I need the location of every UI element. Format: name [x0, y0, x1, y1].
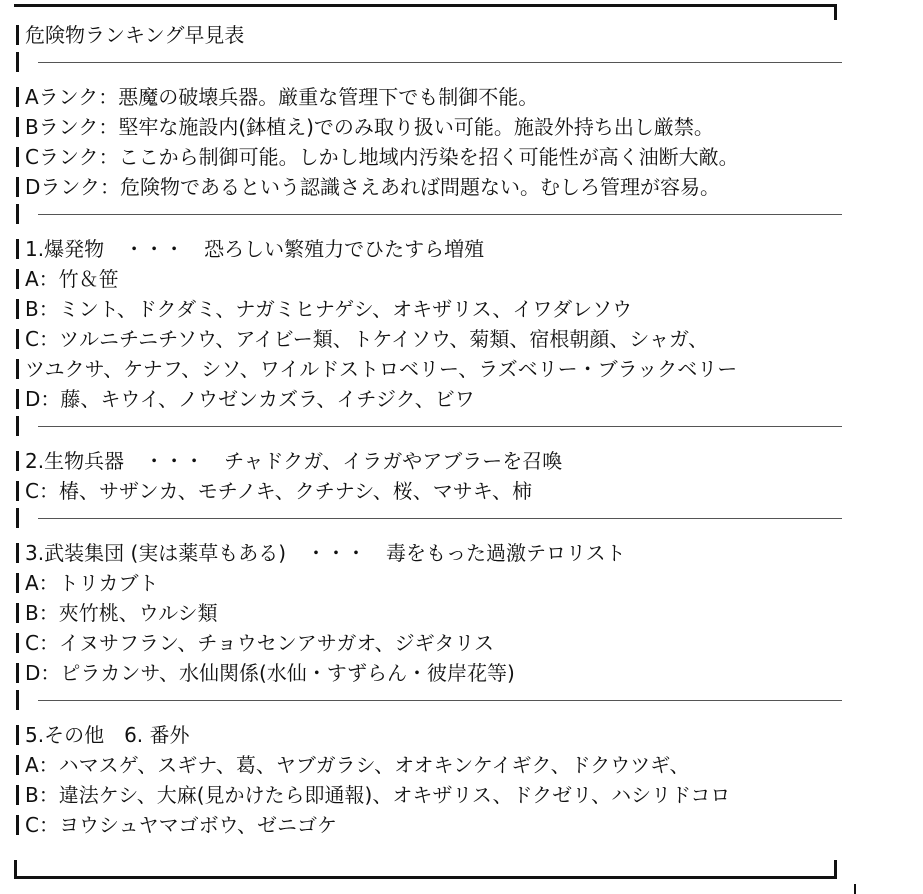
list-item: C：イヌサフラン、チョウセンアサガオ、ジギタリス — [16, 628, 923, 658]
frame-top-right-corner — [834, 4, 837, 20]
list-item: D：ピラカンサ、水仙関係(水仙・すずらん・彼岸花等) — [16, 658, 923, 688]
list-item: A：トリカブト — [16, 568, 923, 598]
frame-bottom-border — [14, 876, 837, 879]
section-heading: 5.その他 6. 番外 — [16, 720, 923, 750]
list-item: D：藤、キウイ、ノウゼンカズラ、イチジク、ビワ — [16, 384, 923, 414]
frame-bottom-right-corner — [834, 860, 837, 879]
rank-a-description: Aランク：悪魔の破壊兵器。厳重な管理下でも制御不能。 — [16, 82, 923, 112]
section-armed-groups — [16, 530, 923, 688]
rank-legend — [16, 74, 923, 202]
section-divider — [16, 202, 923, 226]
section-divider — [16, 414, 923, 438]
rank-c-description: Cランク：ここから制御可能。しかし地域内汚染を招く可能性が高く油断大敵。 — [16, 142, 923, 172]
section-other — [16, 712, 923, 840]
list-item: C：ヨウシュヤマゴボウ、ゼニゴケ — [16, 810, 923, 840]
list-item: A：竹＆笹 — [16, 264, 923, 294]
ranking-document — [16, 20, 923, 840]
section-divider — [16, 688, 923, 712]
rank-b-description: Bランク：堅牢な施設内(鉢植え)でのみ取り扱い可能。施設外持ち出し厳禁。 — [16, 112, 923, 142]
section-heading: 1.爆発物 ・・・ 恐ろしい繁殖力でひたすら増殖 — [16, 234, 923, 264]
list-item: B：ミント、ドクダミ、ナガミヒナゲシ、オキザリス、イワダレソウ — [16, 294, 923, 324]
list-item: C：ツルニチニチソウ、アイビー類、トケイソウ、菊類、宿根朝顔、シャガ、 — [16, 324, 923, 354]
list-item: B：違法ケシ、大麻(見かけたら即通報)、オキザリス、ドクゼリ、ハシリドコロ — [16, 780, 923, 810]
section-divider — [16, 50, 923, 74]
list-item: A：ハマスゲ、スギナ、葛、ヤブガラシ、オオキンケイギク、ドクウツギ、 — [16, 750, 923, 780]
list-item: ツユクサ、ケナフ、シソ、ワイルドストロベリー、ラズベリー・ブラックベリー — [16, 354, 923, 384]
section-biological-weapons — [16, 438, 923, 506]
corner-tick-mark — [854, 884, 856, 894]
section-heading: 2.生物兵器 ・・・ チャドクガ、イラガやアブラーを召喚 — [16, 446, 923, 476]
frame-top-border — [14, 4, 837, 7]
list-item: B：夾竹桃、ウルシ類 — [16, 598, 923, 628]
frame-bottom-left-corner — [14, 860, 17, 879]
rank-d-description: Dランク：危険物であるという認識さえあれば問題ない。むしろ管理が容易。 — [16, 172, 923, 202]
section-explosives — [16, 226, 923, 414]
document-title: 危険物ランキング早見表 — [16, 20, 923, 50]
list-item: C：椿、サザンカ、モチノキ、クチナシ、桜、マサキ、柿 — [16, 476, 923, 506]
section-divider — [16, 506, 923, 530]
section-heading: 3.武装集団 (実は薬草もある) ・・・ 毒をもった過激テロリスト — [16, 538, 923, 568]
